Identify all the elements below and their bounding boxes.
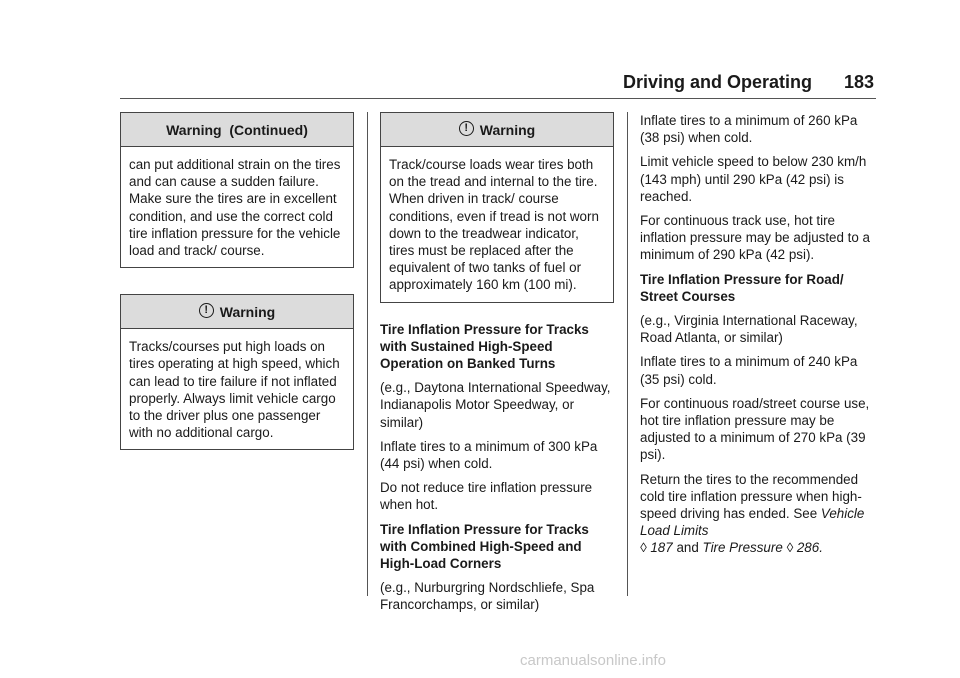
watermark: carmanualsonline.info xyxy=(520,652,666,669)
warning-continued-box xyxy=(120,112,354,268)
page-ref-icon: ◊ xyxy=(640,540,647,556)
column-3 xyxy=(640,112,878,564)
warning-title-text: Warning xyxy=(479,121,536,138)
warning-icon: ! xyxy=(459,121,474,136)
warning-title-text: Warning xyxy=(219,303,276,320)
warning-text: Tracks/courses put high loads on tires operating at high speed, which can lead to tire failure if not inflated properly. Always limit vehicle cargo to the driver plus one passenger with no additional cargo. xyxy=(129,339,340,441)
warning-icon: ! xyxy=(199,303,214,318)
paragraph: Inflate tires to a minimum of 240 kPa (35 psi) cold. xyxy=(640,354,858,387)
subheading: Tire Inflation Pressure for Road/ Street Courses xyxy=(640,271,844,304)
subheading: Tire Inflation Pressure for Tracks with Sustained High-Speed Operation on Banked Turns xyxy=(380,321,589,372)
conjunction: and xyxy=(676,540,699,556)
subheading: Tire Inflation Pressure for Tracks with Combined High-Speed and High-Load Corners xyxy=(380,521,589,572)
paragraph-text: Return the tires to the recommended cold tire inflation pressure when high-speed driving has ended. See xyxy=(640,471,862,522)
paragraph: Do not reduce tire inflation pressure when hot. xyxy=(380,480,593,513)
column-divider xyxy=(627,112,628,596)
page-ref-icon: ◊ xyxy=(786,540,794,556)
reference-title: Vehicle Load Limits xyxy=(640,506,865,539)
reference-page: 286 xyxy=(796,540,820,556)
column-2 xyxy=(380,112,614,621)
paragraph: For continuous track use, hot tire inflation pressure may be adjusted to a minimum of 290 kPa (42 psi). xyxy=(640,213,871,263)
column-divider xyxy=(367,112,368,596)
warning-continued-title: Warning (Continued) xyxy=(121,113,353,147)
header-rule xyxy=(120,98,876,99)
warning-text: Track/course loads wear tires both on the tread and internal to the tire. When driven in track/ course conditions, even if tread is not worn down to the treadwear indicator, tires must be replaced after the equivalent of two tanks of fuel or approximately 160 km (100 mi). xyxy=(389,157,599,293)
cross-reference-link[interactable]: Tire Pressure ◊ 286. xyxy=(702,540,823,556)
warning-box xyxy=(380,112,614,303)
paragraph: For continuous road/street course use, hot tire inflation pressure may be adjusted to a minimum of 270 kPa (39 psi). xyxy=(640,395,870,463)
reference-page: 187 xyxy=(650,540,673,556)
warning-box xyxy=(120,294,354,450)
reference-title: Tire Pressure xyxy=(702,540,783,556)
paragraph: Limit vehicle speed to below 230 km/h (143 mph) until 290 kPa (42 psi) is reached. xyxy=(640,154,867,204)
paragraph: (e.g., Daytona International Speedway, Indianapolis Motor Speedway, or similar) xyxy=(380,380,611,430)
warning-continued-text: can put additional strain on the tires and can cause a sudden failure. Make sure the tires are in excellent condition, and use the correct cold tire inflation pressure for the vehicle load and track/ course. xyxy=(129,157,341,259)
warning-title xyxy=(381,113,613,147)
section-title: Driving and Operating xyxy=(622,72,812,92)
paragraph: (e.g., Nurburgring Nordschliefe, Spa Francorchamps, or similar) xyxy=(380,580,595,613)
paragraph-with-references xyxy=(640,471,878,557)
warning-title xyxy=(121,295,353,329)
paragraph: Inflate tires to a minimum of 260 kPa (38 psi) when cold. xyxy=(640,113,858,146)
column-1 xyxy=(120,112,354,476)
paragraph: Inflate tires to a minimum of 300 kPa (44 psi) when cold. xyxy=(380,438,598,472)
page-number: 183 xyxy=(843,72,874,92)
paragraph: (e.g., Virginia International Raceway, Road Atlanta, or similar) xyxy=(640,313,858,346)
